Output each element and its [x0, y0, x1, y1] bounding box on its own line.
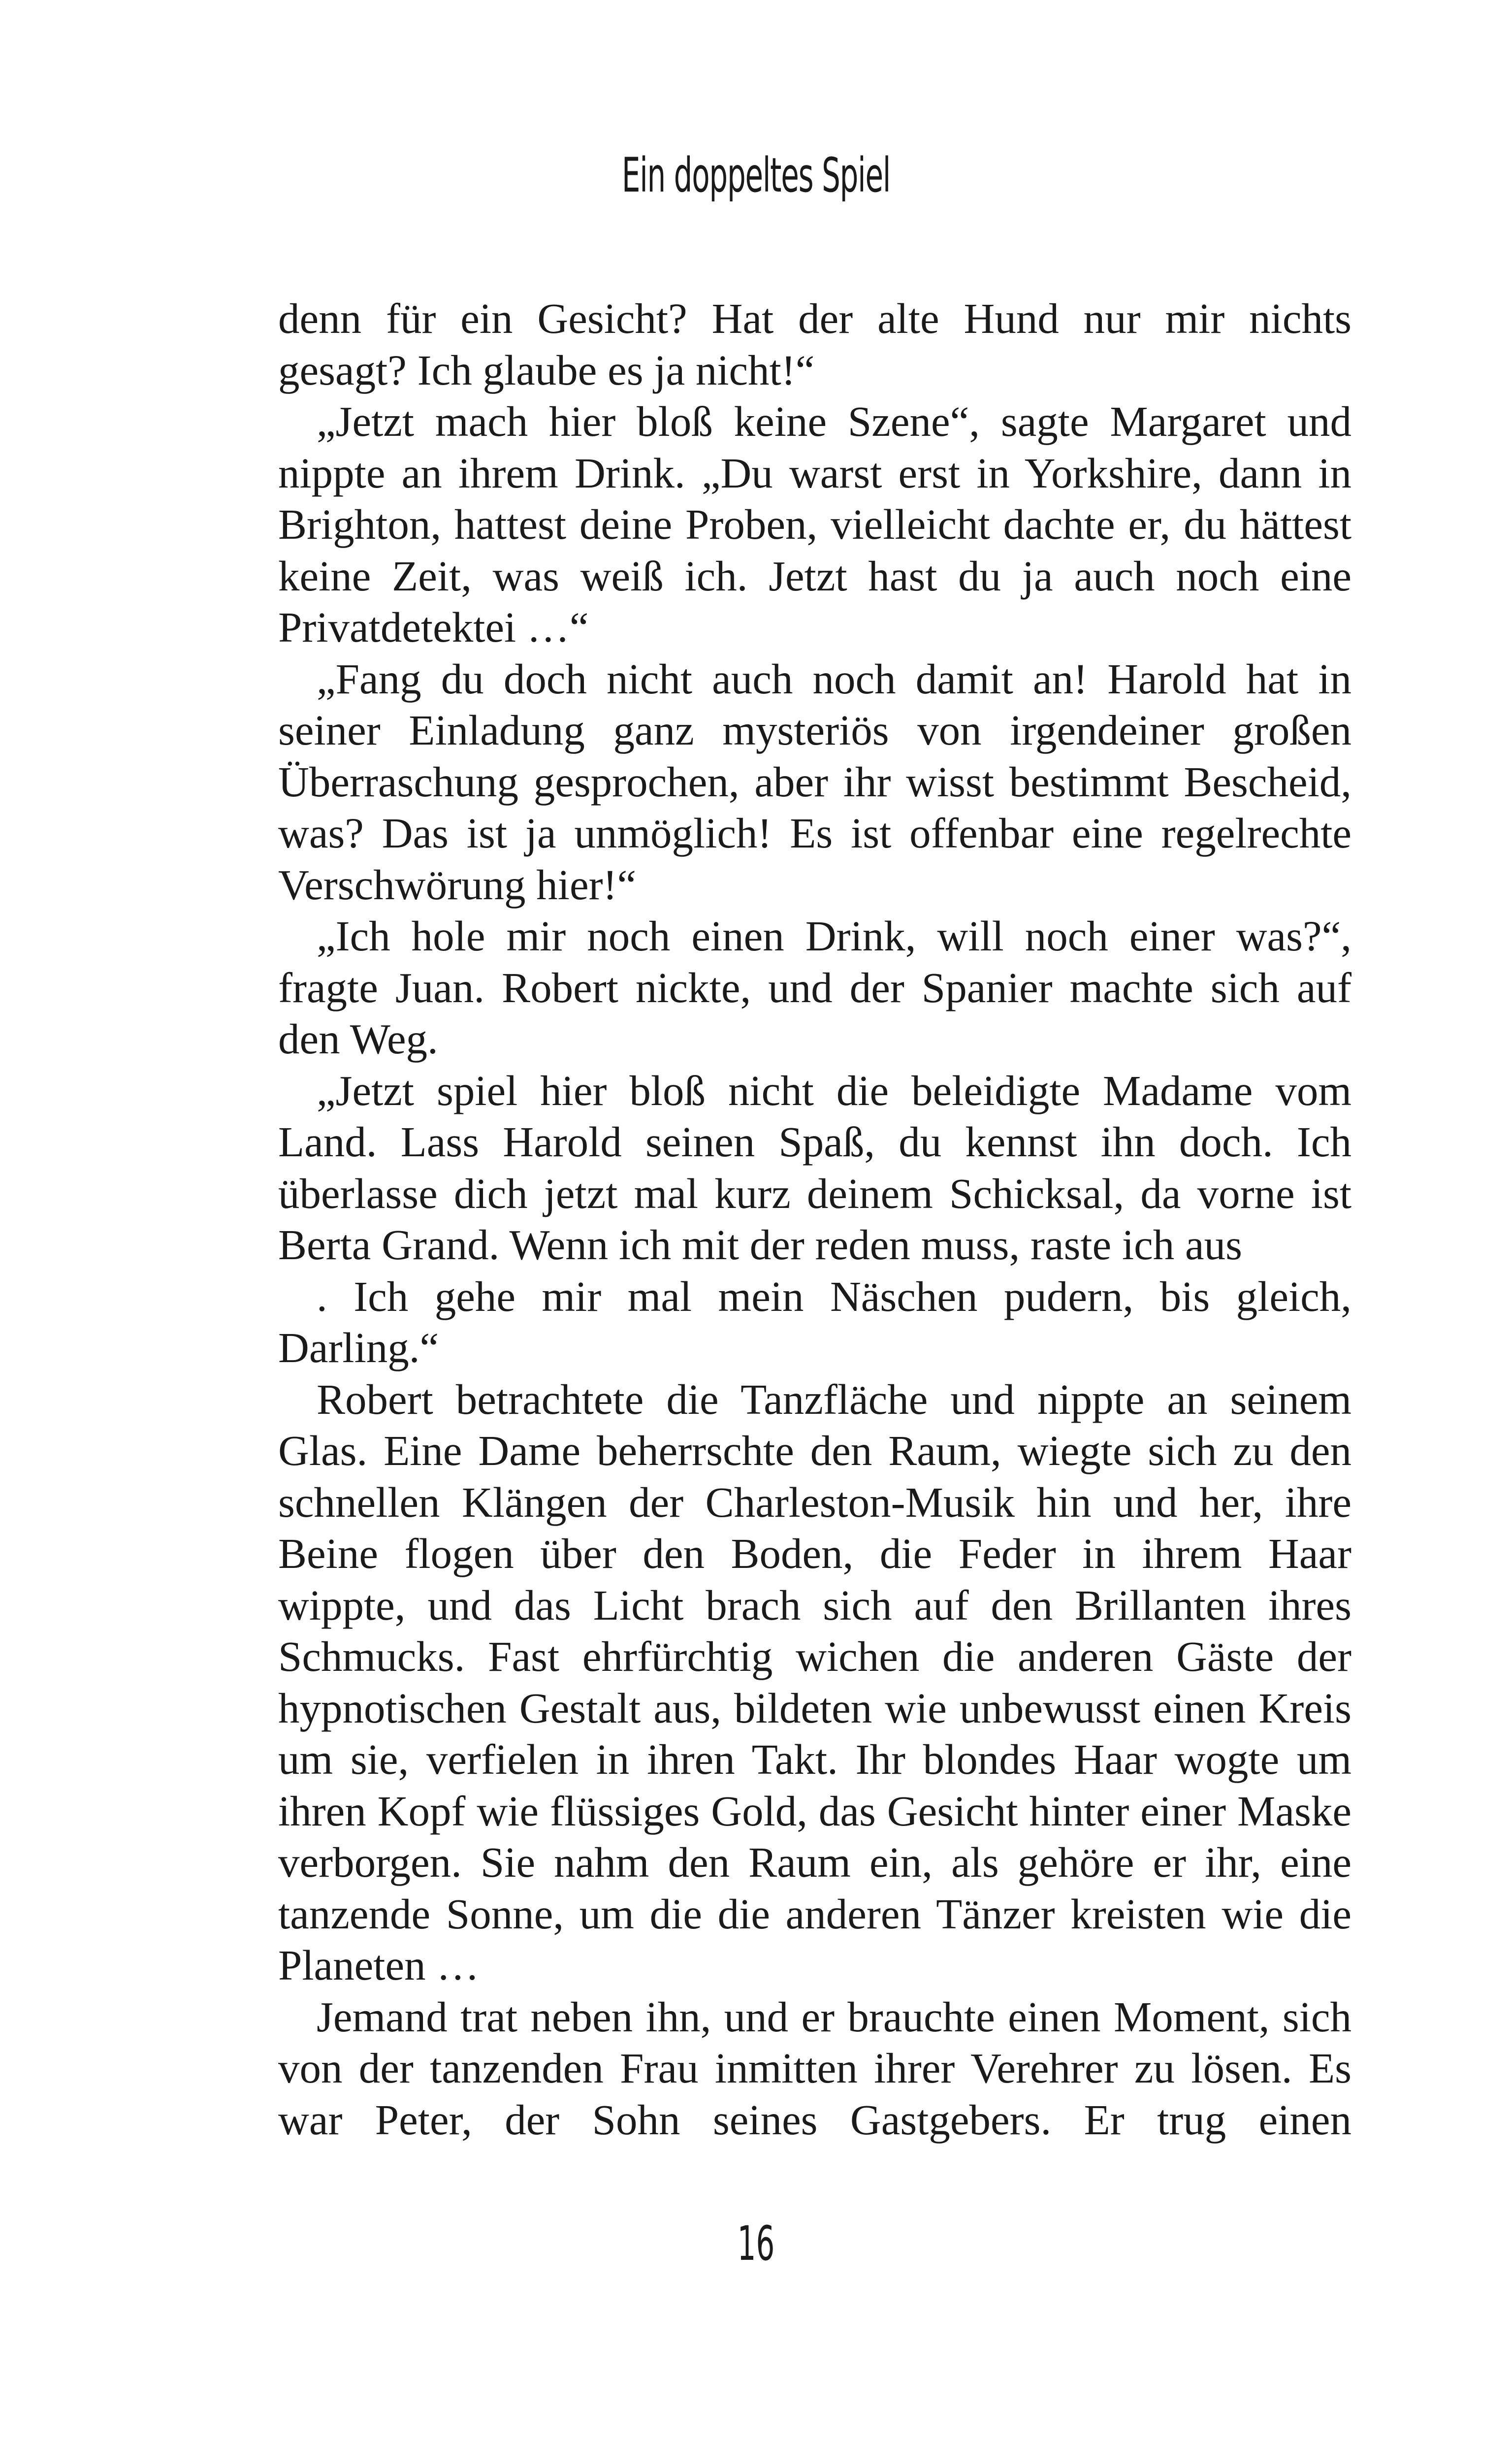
text-line: fragte Juan. Robert nickte, und der Spanier machte sich auf: [278, 963, 1351, 1011]
text-line: „Jetzt spiel hier bloß nicht die beleidigte Madame vom: [317, 1066, 1351, 1114]
text-line: Brighton, hattest deine Proben, vielleicht dachte er, du hättest: [278, 500, 1351, 548]
text-line: von der tanzenden Frau inmitten ihrer Verehrer zu lösen. Es: [278, 2044, 1351, 2092]
text-line: schnellen Klängen der Charleston-Musik hin und her, ihre: [278, 1478, 1351, 1526]
text-line: überlasse dich jetzt mal kurz deinem Schicksal, da vorne ist: [278, 1169, 1351, 1217]
text-line: Beine flogen über den Boden, die Feder in ihrem Haar: [278, 1530, 1351, 1577]
text-line: Privatdetektei …“: [278, 603, 589, 651]
text-line: tanzende Sonne, um die die anderen Tänzer kreisten wie die: [278, 1889, 1351, 1938]
running-head: Ein doppeltes Spiel: [621, 148, 891, 203]
text-line: wippte, und das Licht brach sich auf den Brillanten ihres: [278, 1581, 1351, 1629]
text-line: Schmucks. Fast ehrfürchtig wichen die anderen Gäste der: [278, 1632, 1351, 1680]
text-line: um sie, verfielen in ihren Takt. Ihr blondes Haar wogte um: [278, 1735, 1351, 1783]
body-text: [278, 293, 1351, 2146]
text-line: hypnotischen Gestalt aus, bildeten wie unbewusst einen Kreis: [278, 1684, 1351, 1732]
text-line: Land. Lass Harold seinen Spaß, du kennst ihn doch. Ich: [278, 1118, 1351, 1166]
text-line: keine Zeit, was weiß ich. Jetzt hast du ja auch noch eine: [278, 552, 1351, 600]
text-line: nippte an ihrem Drink. „Du warst erst in Yorkshire, dann in: [278, 449, 1351, 497]
text-line: Planeten …: [278, 1941, 480, 1989]
text-line: was? Das ist ja unmöglich! Es ist offenbar eine regelrechte: [278, 809, 1351, 857]
text-line: „Fang du doch nicht auch noch damit an! Harold hat in: [317, 654, 1351, 703]
text-line: „Ich hole mir noch einen Drink, will noch einer was?“,: [317, 912, 1351, 960]
text-line: verborgen. Sie nahm den Raum ein, als gehöre er ihr, eine: [278, 1838, 1351, 1886]
text-line: Robert betrachtete die Tanzfläche und nippte an seinem: [317, 1375, 1351, 1423]
text-line: Verschwörung hier!“: [278, 860, 637, 909]
page-number: 16: [737, 2216, 775, 2271]
text-line: ihren Kopf wie flüssiges Gold, das Gesicht hinter einer Maske: [278, 1787, 1351, 1835]
text-line: den Weg.: [278, 1015, 438, 1063]
text-line: war Peter, der Sohn seines Gastgebers. Er trug einen: [278, 2095, 1351, 2144]
text-line: . Ich gehe mir mal mein Näschen pudern, bis gleich,: [317, 1272, 1351, 1320]
text-line: gesagt? Ich glaube es ja nicht!“: [278, 346, 815, 394]
text-line: seiner Einladung ganz mysteriös von irgendeiner großen: [278, 706, 1351, 754]
text-line: denn für ein Gesicht? Hat der alte Hund nur mir nichts: [278, 294, 1351, 342]
text-line: Glas. Eine Dame beherrschte den Raum, wiegte sich zu den: [278, 1427, 1351, 1474]
text-line: Jemand trat neben ihn, und er brauchte einen Moment, sich: [317, 1992, 1351, 2041]
text-line: Überraschung gesprochen, aber ihr wisst bestimmt Bescheid,: [278, 757, 1351, 806]
text-line: „Jetzt mach hier bloß keine Szene“, sagte Margaret und: [317, 397, 1351, 445]
text-line: Berta Grand. Wenn ich mit der reden muss, raste ich aus: [278, 1221, 1242, 1269]
text-line: Darling.“: [278, 1324, 439, 1371]
